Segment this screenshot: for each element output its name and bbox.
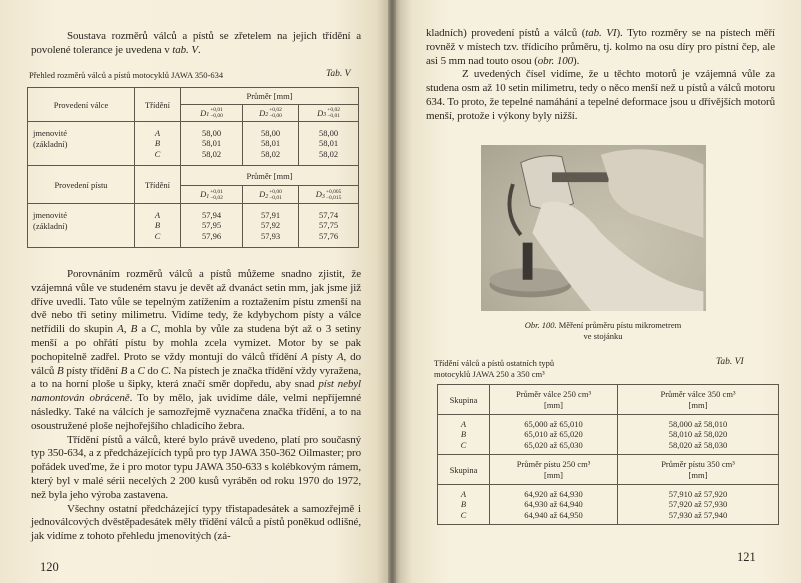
table-row bbox=[438, 485, 779, 525]
body-paragraph-3: Třídění pístů a válců, které bylo právě uvedeno, platí pro současný typ 350-634, a z předcházejících typů pro typ JAWA 350-362 Oilmaster; pro pořádek uveďme, že i pro motor typu JAWA 350-633 s kolébkovým rámem, který byl v malé sérii necelých 2 200 kusů vyráběn od roku 1970 do 1972, než byla jeho výroba zastavena. bbox=[31, 433, 361, 501]
right-paragraph-2: Z uvedených čísel vidíme, že u těchto motorů je vzájemná vůle za studena osm až 10 setin milimetru, tedy o něco menší než u pístů a válců motoru 634. To proto, že tepelné namáhání a tepelné deformace jsou u dřívějších motorů menší, protože i výkony byly nižší. bbox=[426, 68, 775, 122]
piston bbox=[521, 156, 574, 209]
micrometer-frame bbox=[509, 184, 520, 235]
intro-text-end: . bbox=[197, 43, 201, 56]
header-d2: D $_2$ +0,02 −0,00 bbox=[243, 105, 299, 122]
row-label: jmenovité (základní) bbox=[28, 122, 135, 166]
piston-d2-values: 57,91 57,92 57,93 bbox=[243, 204, 299, 248]
header-diameter: Průměr [mm] bbox=[181, 88, 359, 105]
header-diameter-piston: Průměr [mm] bbox=[181, 166, 359, 186]
table-v bbox=[27, 87, 359, 248]
table-vi-caption: Třídění válců a pístů ostatních typů motocyklů JAWA 250 a 350 cm³ bbox=[434, 358, 555, 379]
piston-250-values: 64,920 až 64,930 64,930 až 64,940 64,940 až 64,950 bbox=[490, 485, 618, 525]
header-d1: D $_1$ +0,01 −0,00 bbox=[181, 105, 243, 122]
header-cylinder-250: Průměr válce 250 cm³ [mm] bbox=[490, 385, 618, 415]
piston-d3-values: 57,74 57,75 57,76 bbox=[299, 204, 359, 248]
table-v-caption: Přehled rozměrů válců a pístů motocyklů JAWA 350-634 bbox=[29, 70, 224, 80]
page-number-left: 120 bbox=[40, 560, 59, 574]
micrometer-illustration bbox=[481, 145, 706, 311]
header-piston-design: Provedení pístu bbox=[28, 166, 135, 204]
micrometer-spindle bbox=[552, 172, 611, 182]
right-paragraph-1: kladních) provedení pístů a válců (tab. VI). Tyto rozměry se na pístech měří rovněž v místech tzv. třídicího průměru, tj. kolmo na osu díry pro pístní čep, ale asi 5 mm nad touto osou (obr. 100). bbox=[426, 27, 775, 67]
intro-paragraph bbox=[31, 30, 361, 58]
piston-d1-values: 57,94 57,95 57,96 bbox=[181, 204, 243, 248]
table-reference: tab. V bbox=[172, 43, 198, 56]
table-vi-reference: tab. VI bbox=[585, 27, 617, 39]
header-grading: Třídění bbox=[135, 88, 181, 122]
right-hand bbox=[601, 149, 704, 237]
cylinder-250-values: 65,000 až 65,010 65,010 až 65,020 65,020 až 65,030 bbox=[490, 415, 618, 455]
table-row bbox=[28, 204, 359, 248]
table-v-label: Tab. V bbox=[326, 69, 351, 79]
left-body-text bbox=[31, 268, 361, 544]
stand-post bbox=[523, 243, 533, 280]
book-gutter bbox=[388, 0, 396, 583]
page-number-right: 121 bbox=[737, 550, 756, 564]
groups-cell-piston: A B C bbox=[438, 485, 490, 525]
grades-cell: A B C bbox=[135, 122, 181, 166]
table-vi bbox=[437, 384, 779, 525]
header-piston-d2: D $_2$ +0,00 −0,01 bbox=[243, 186, 299, 204]
figure-label: Obr. 100. bbox=[524, 320, 557, 330]
d2-values: 58,00 58,01 58,02 bbox=[243, 122, 299, 166]
intro-text: Soustava rozměrů válců a pístů se zřetelem na jejich třídění a povolené tolerance je uvedena v bbox=[31, 30, 361, 56]
body-paragraph-2: Porovnáním rozměrů válců a pístů můžeme snadno zjistit, že vzájemná vůle ve studeném stavu je devět až dvanáct setin mm, jak jsme již dříve uvedli. Tato vůle se tepelným zatížením a roztažením pístu zmenší na dvě nebo tři setiny milimetru. Vidíme tedy, že kdybychom písty a válce netřídili do skupin A, B a C, mohla by vůle za studena být až o 3 setiny menší a po ohřátí pístu by mohla zcela vymizet. Motor by se pak pochopitelně zadřel. Proto se vždy montují do válců třídění A písty A, do válců B písty třídění B a C do C. Na pístech je značka třídění vždy vyražena, a to na horní ploše u šipky, která značí směr dopředu, aby snad píst nebyl namontován obráceně. To by mělo, jak uvidíme dále, velmi nepříjemné následky. Také na válcích je samozřejmě vyznačena značka třídění, a to na osoustružené ploše nejhořejšího chladicího žebra. bbox=[31, 268, 361, 432]
cylinder-350-values: 58,000 až 58,010 58,010 až 58,020 58,020 až 58,030 bbox=[618, 415, 779, 455]
table-row bbox=[28, 122, 359, 166]
header-group: Skupina bbox=[438, 385, 490, 415]
table-row bbox=[438, 415, 779, 455]
figure-reference: obr. 100 bbox=[537, 54, 574, 67]
header-group-piston: Skupina bbox=[438, 455, 490, 485]
header-cylinder-350: Průměr válce 350 cm³ [mm] bbox=[618, 385, 779, 415]
micrometer-photo bbox=[481, 145, 706, 311]
header-piston-350: Průměr pístu 350 cm³ [mm] bbox=[618, 455, 779, 485]
groups-cell: A B C bbox=[438, 415, 490, 455]
piston-350-values: 57,910 až 57,920 57,920 až 57,930 57,930 až 57,940 bbox=[618, 485, 779, 525]
d1-values: 58,00 58,01 58,02 bbox=[181, 122, 243, 166]
header-piston-d1: D $_1$ +0,01 −0,02 bbox=[181, 186, 243, 204]
d3-values: 58,00 58,01 58,02 bbox=[299, 122, 359, 166]
figure-caption: Obr. 100. Měření průměru pístu mikrometrem ve stojánku bbox=[524, 320, 682, 341]
row-label-piston: jmenovité (základní) bbox=[28, 204, 135, 248]
header-piston-d3: D $_3$ +0,005 −0,015 bbox=[299, 186, 359, 204]
header-piston-250: Průměr pístu 250 cm³ [mm] bbox=[490, 455, 618, 485]
emphasis-text: píst nebyl namontován obráceně bbox=[31, 378, 361, 405]
header-cylinder-design: Provedení válce bbox=[28, 88, 135, 122]
header-d3: D $_3$ +0,02 −0,01 bbox=[299, 105, 359, 122]
header-grading-piston: Třídění bbox=[135, 166, 181, 204]
body-paragraph-4: Všechny ostatní předcházející typy třistapadesátek a samozřejmě i jednoválcových dvěstěpadesátek měly třídění válců a pístů poněkud odlišné, jak vidíme z tohoto přehledu jmenovitých (zá- bbox=[31, 502, 361, 543]
table-vi-label: Tab. VI bbox=[716, 357, 744, 367]
right-body-text bbox=[426, 27, 775, 124]
grades-cell-piston: A B C bbox=[135, 204, 181, 248]
